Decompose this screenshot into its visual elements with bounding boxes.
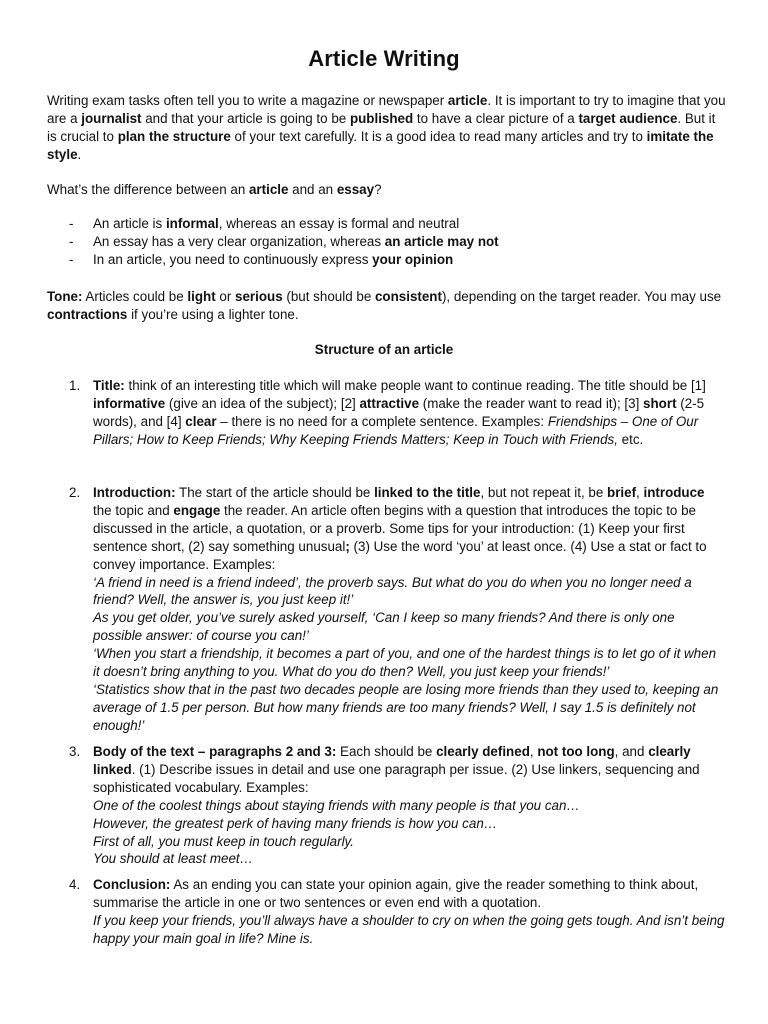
tone-text: ), depending on the target reader. You may use (441, 289, 722, 304)
item-text: , (529, 744, 538, 759)
item-text: (2-5 words), and [4] (93, 395, 705, 429)
intro-keyword: target audience (578, 110, 678, 126)
item-heading: Conclusion: (93, 877, 171, 892)
tone-keyword: contractions (47, 306, 128, 322)
item-keyword: attractive (359, 395, 420, 411)
question-keyword: article (248, 182, 289, 197)
list-keyword: your opinion (372, 251, 454, 267)
list-item (47, 233, 727, 251)
item-keyword: not too long (537, 744, 615, 759)
differences-list (47, 215, 727, 269)
item-heading: Title: (93, 378, 125, 393)
item-body (93, 876, 725, 948)
item-text: the topic and (93, 502, 174, 518)
example-line: One of the coolest things about staying friends with many people is that you can… (93, 797, 580, 813)
list-item (47, 251, 727, 269)
item-number: 1. (69, 378, 81, 393)
item-text: (3) Use the word ‘you’ at least once. (4) Use a stat or fact to convey importance. Examples: (93, 538, 707, 572)
list-text: , whereas an essay is formal and neutral (218, 216, 460, 231)
intro-text: . (77, 146, 82, 162)
intro-text: . But it is crucial to (47, 110, 716, 144)
section-heading: Structure of an article (314, 342, 454, 357)
item-text: etc. (617, 431, 644, 447)
item-body (93, 377, 725, 449)
item-text: Each should be (336, 744, 437, 759)
tone-keyword: light (187, 289, 216, 304)
item-number: 2. (69, 485, 81, 500)
tone-keyword: serious (235, 289, 283, 304)
item-text: The start of the article should be (175, 485, 375, 500)
item-description (93, 484, 725, 574)
structure-item-introduction (69, 484, 725, 735)
item-keyword: clear (185, 413, 217, 429)
list-text: In an article, you need to continuously express (93, 251, 373, 267)
tone-text: or (215, 289, 236, 304)
list-text: An essay has a very clear organization, whereas (93, 233, 385, 249)
list-text: An article is (93, 216, 166, 231)
item-heading: Body of the text – paragraphs 2 and 3: (93, 744, 337, 759)
item-keyword: engage (173, 502, 221, 518)
item-text: , and (614, 744, 649, 759)
item-body (93, 743, 725, 868)
example-line: As you get older, you’ve surely asked yourself, ‘Can I keep so many friends? And there is only one possible answer: of course you can!’ (93, 610, 675, 644)
question-text: and an (288, 182, 337, 197)
item-text: (make the reader want to read it); [3] (419, 395, 644, 411)
item-text: the reader. An article often begins with a question that introduces the topic to be discussed in the article, a quotation, or a proverb. Some tips for your introduction: (1) Keep your first sentence short, (2) say something unusual (93, 502, 696, 554)
item-description (93, 876, 725, 912)
item-keyword: informative (93, 395, 166, 411)
example-line: If you keep your friends, you’ll always have a shoulder to cry on when the going gets tough. And isn’t being happy your main goal in life? Mine is. (93, 912, 725, 946)
item-number: 3. (69, 744, 81, 759)
list-item (47, 215, 727, 233)
item-body (93, 484, 725, 735)
dash-marker: - (69, 251, 74, 267)
item-keyword: brief (607, 485, 637, 500)
question-keyword: essay (336, 182, 375, 197)
item-text: (give an idea of the subject); [2] (165, 395, 360, 411)
tone-text: (but should be (282, 289, 375, 304)
item-keyword: ; (345, 538, 350, 554)
example-line: You should at least meet… (93, 851, 254, 867)
item-keyword: linked to the title (374, 485, 481, 500)
list-keyword: an article may not (384, 233, 499, 249)
item-description (93, 743, 725, 797)
difference-question (47, 181, 727, 199)
intro-keyword: imitate the style (47, 128, 714, 162)
item-heading: Introduction: (93, 485, 176, 500)
intro-keyword: article (447, 93, 488, 108)
page-title: Article Writing (308, 46, 460, 71)
dash-marker: - (69, 216, 74, 231)
example-line: However, the greatest perk of having many friends is how you can… (93, 815, 498, 831)
item-keyword: clearly defined (436, 744, 530, 759)
item-text: . (1) Describe issues in detail and use one paragraph per issue. (2) Use linkers, sequencing and sophisticated vocabulary. Examples: (93, 761, 700, 795)
item-text: think of an interesting title which will make people want to continue reading. The title should be [1] (124, 378, 706, 393)
item-keyword: clearly linked (93, 744, 691, 777)
tone-text: if you’re using a lighter tone. (127, 306, 299, 322)
intro-text: of your text carefully. It is a good idea to read many articles and try to (230, 128, 647, 144)
structure-item-body (69, 743, 725, 868)
tone-paragraph (47, 288, 727, 324)
item-keyword: introduce (643, 485, 705, 500)
question-text: What’s the difference between an (47, 182, 249, 197)
intro-text: . It is important to try to imagine that you are a (47, 93, 726, 126)
item-text: As an ending you can state your opinion again, give the reader something to think about, summarise the article in one or two sentences or even end with a quotation. (93, 877, 699, 910)
tone-keyword: consistent (374, 289, 442, 304)
item-text: – there is no need for a complete sentence. Examples: (216, 413, 548, 429)
item-number: 4. (69, 877, 81, 892)
intro-paragraph (47, 92, 727, 164)
item-text: , but not repeat it, be (480, 485, 608, 500)
intro-text: to have a clear picture of a (413, 110, 579, 126)
example-line: ‘Statistics show that in the past two decades people are losing more friends than they used to, keeping an average of 1.5 per person. But how many friends are too many friends? Well, I say 1.5 is definitely not enough!’ (93, 681, 719, 733)
tone-label: Tone: (47, 289, 83, 304)
intro-keyword: published (349, 110, 414, 126)
example-line: ‘A friend in need is a friend indeed’, the proverb says. But what do you do when you no longer need a friend? Well, the answer is, you just keep it!’ (93, 574, 692, 608)
intro-keyword: plan the structure (117, 128, 231, 144)
tone-text: Articles could be (82, 289, 188, 304)
example-line: First of all, you must keep in touch regularly. (93, 833, 354, 849)
item-keyword: short (643, 395, 677, 411)
list-keyword: informal (165, 216, 219, 231)
question-text: ? (374, 182, 382, 197)
structure-item-conclusion (69, 876, 725, 948)
intro-keyword: journalist (81, 110, 142, 126)
dash-marker: - (69, 233, 74, 249)
structure-item-title (69, 377, 725, 449)
intro-text: and that your article is going to be (141, 110, 350, 126)
example-line: ‘When you start a friendship, it becomes a part of you, and one of the hardest things is to let go of it when it doesn’t bring anything to you. What do you do then? Well, you just keep your friends!’ (93, 646, 717, 680)
item-examples: Friendships – One of Our Pillars; How to Keep Friends; Why Keeping Friends Matters; Keep in Touch with Friends, (93, 413, 699, 447)
intro-text: Writing exam tasks often tell you to write a magazine or newspaper (47, 93, 448, 108)
item-text: , (636, 485, 644, 500)
